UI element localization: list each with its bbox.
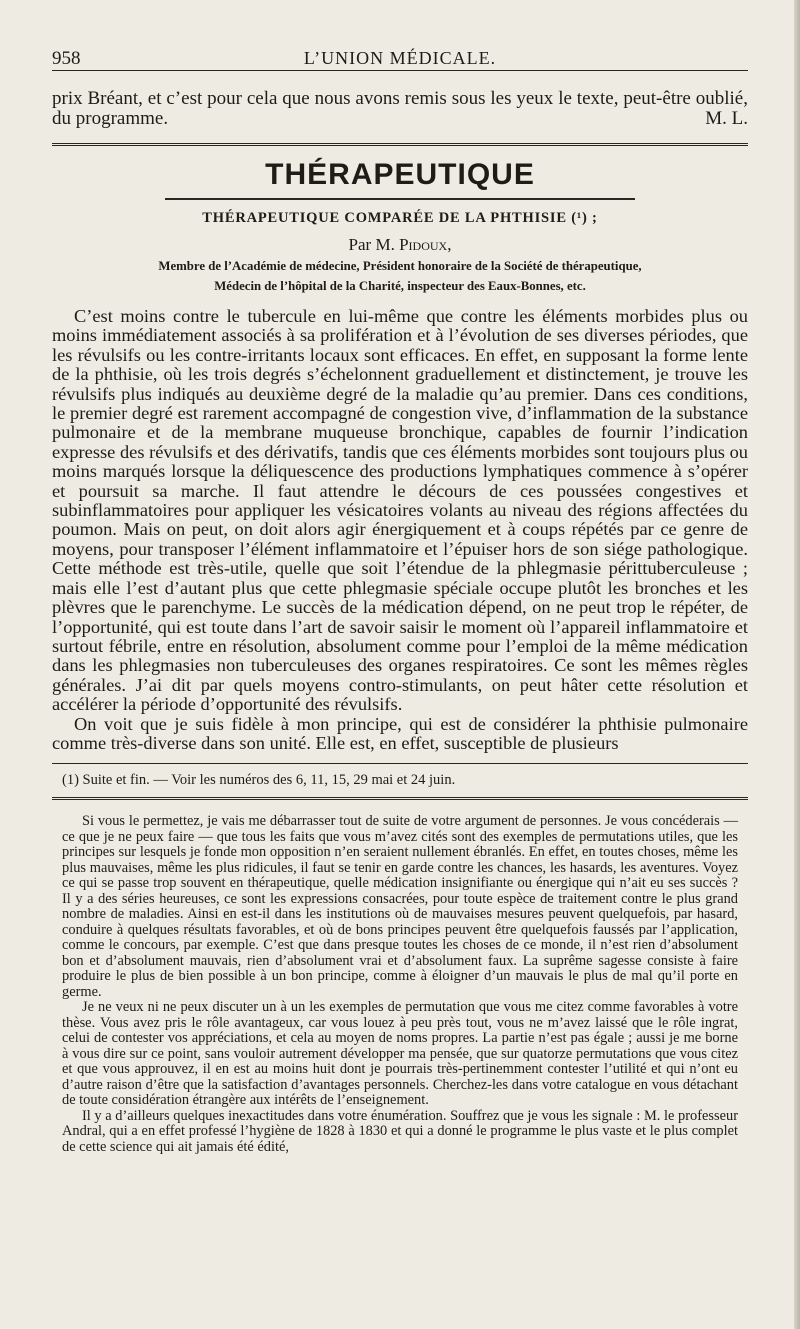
- article-byline: [52, 235, 748, 255]
- journal-title: L’UNION MÉDICALE.: [303, 48, 497, 68]
- feuilleton-paragraph: Il y a d’ailleurs quelques inexactitudes dans votre énumération. Souffrez que je vous les signale : M. le professeur Andral, qui a en effet professé l’hygiène de 1828 à 1830 et qui a donné le programme le plus vaste et le plus complet de cette science qui ait jamais été édité,: [62, 1107, 738, 1155]
- footnote: (1) Suite et fin. — Voir les numéros des 6, 11, 15, 29 mai et 24 juin.: [62, 772, 456, 789]
- article-body: [52, 307, 748, 753]
- carryover-paragraph: [52, 89, 748, 129]
- article-title: THÉRAPEUTIQUE COMPARÉE DE LA PHTHISIE (¹) ;: [202, 210, 598, 226]
- feuilleton-column: [62, 814, 738, 1155]
- carryover-signature: M. L.: [705, 108, 748, 129]
- running-header: [52, 40, 748, 70]
- feuilleton-divider: [52, 797, 748, 800]
- author-affiliation-2: Médecin de l’hôpital de la Charité, inspecteur des Eaux-Bonnes, etc.: [214, 279, 586, 293]
- author-affiliation-1: Membre de l’Académie de médecine, Président honoraire de la Société de thérapeutique,: [158, 259, 642, 273]
- feuilleton-paragraph: Je ne veux ni ne peux discuter un à un les exemples de permutation que vous me citez comme favorables à votre thèse. Vous avez pris le rôle avantageux, car vous louez à peu près tout, vous ne m’avez laissé que le rôle ingrat, celui de contester vos appréciations, et cela au moyen de noms propres. La partie n’est pas égale ; aussi je me borne à vous dire sur ce point, sans vouloir autrement développer ma pensée, que sur quatorze permutations que vous citez et que vous approuvez, il en est au moins huit dont je pourrais très-pertinemment contester l’utilité et qui n’ont eu d’autre raison d’être que la satisfaction d’avantages personnels. Cherchez-les dans votre catalogue en vous détachant de toute considération étrangère aux intérêts de l’enseignement.: [62, 999, 738, 1109]
- feuilleton-paragraph: Si vous le permettez, je vais me débarrasser tout de suite de votre argument de personnes. Je vous concéderais — ce que je ne peux faire — que tous les faits que vous m’avez cités sont des exemples de permutations utiles, que les principes sur lesquels je fonde mon opposition n’en seraient nullement ébranlés. En effet, en toutes choses, même les plus mauvaises, même les plus ridicules, il faut se tenir en garde contre les chances, les hasards, les aventures. Voyez ce qui se passe trop souvent en thérapeutique, quelle médication insignifiante ou énergique qui n’ait eu ses succès ? Il y a des séries heureuses, ce sont les expressions consacrées, pour toute espèce de traitement contre le plus grand nombre de maladies. Ainsi en est-il dans les institutions où de mauvaises mesures peuvent quelquefois, par hasard, conduire à quelques résultats favorables, et où de bons principes peuvent être quelquefois faussés par l’application, comme le concours, par exemple. C’est que dans presque toutes les choses de ce monde, il n’est rien d’absolument bon et d’absolument mauvais, rien d’absolument vrai et d’absolument faux. La suprême sagesse consiste à faire produire le plus de bien possible à un bon principe, comme à éloigner d’un mauvais le plus de mal qu’il porte en germe.: [62, 813, 738, 1000]
- section-divider: [52, 143, 748, 146]
- byline-prefix: Par M.: [348, 235, 395, 254]
- article-paragraph: On voit que je suis fidèle à mon principe, qui est de considérer la phthisie pulmonaire comme très-diverse dans son unité. Elle est, en effet, susceptible de plusieurs: [52, 713, 748, 753]
- footnote-rule: [52, 763, 748, 764]
- section-title: THÉRAPEUTIQUE: [265, 158, 535, 191]
- header-rule: [52, 70, 748, 71]
- section-title-rule: [165, 198, 635, 200]
- carryover-text: prix Bréant, et c’est pour cela que nous avons remis sous les yeux le texte, peut-être oublié, du programme.: [52, 88, 748, 129]
- page-spine-edge: [794, 0, 800, 1329]
- article-paragraph: C’est moins contre le tubercule en lui-même que contre les éléments morbides plus ou moins immédiatement associés à sa prolifération et à l’évolution de ses diverses périodes, que les révulsifs ou les contre-irritants locaux sont efficaces. En effet, en supposant la forme lente de la phthisie, où les trois degrés s’échelonnent graduellement et distinctement, je trouve les révulsifs plus indiqués au deuxième degré de la maladie qu’au premier. Dans ces conditions, le premier degré est rarement accompagné de congestion vive, d’inflammation de la substance pulmonaire et de la membrane muqueuse bronchique, capables de fournir l’indication expresse des révulsifs et des dérivatifs, tandis que ces éléments morbides sont toujours plus ou moins marqués lorsque la déliquescence des productions lymphatiques commence à s’opérer et poursuit sa marche. Il faut attendre le décours de ces poussées congestives et subinflammatoires pour appliquer les vésicatoires volants au niveau des régions affectées du poumon. Mais on peut, on doit alors agir énergiquement et à coups répétés par ce genre de moyens, pour transposer l’élément inflammatoire et l’épuiser hors de son siége pathologique. Cette méthode est très-utile, quelle que soit l’étendue de la phlegmasie périttuberculeuse ; mais elle l’est d’autant plus que cette phlegmasie spéciale occupe plutôt les bronches et les plèvres que le parenchyme. Le succès de la médication dépend, on ne peut trop le répéter, de l’opportunité, qui est toute dans l’art de savoir saisir le moment où l’appareil inflammatoire et surtout fébrile, entre en résolution, absolument comme pour l’emploi de la même médication dans les phlegmasies non tuberculeuses des organes respiratoires. Ce sont les mêmes règles générales. J’ai dit par quels moyens contro-stimulants, on peut hâter cette résolution et accélérer la période d’opportunité des révulsifs.: [52, 306, 748, 715]
- page-number: 958: [52, 48, 81, 69]
- author-name: Pidoux,: [399, 235, 452, 254]
